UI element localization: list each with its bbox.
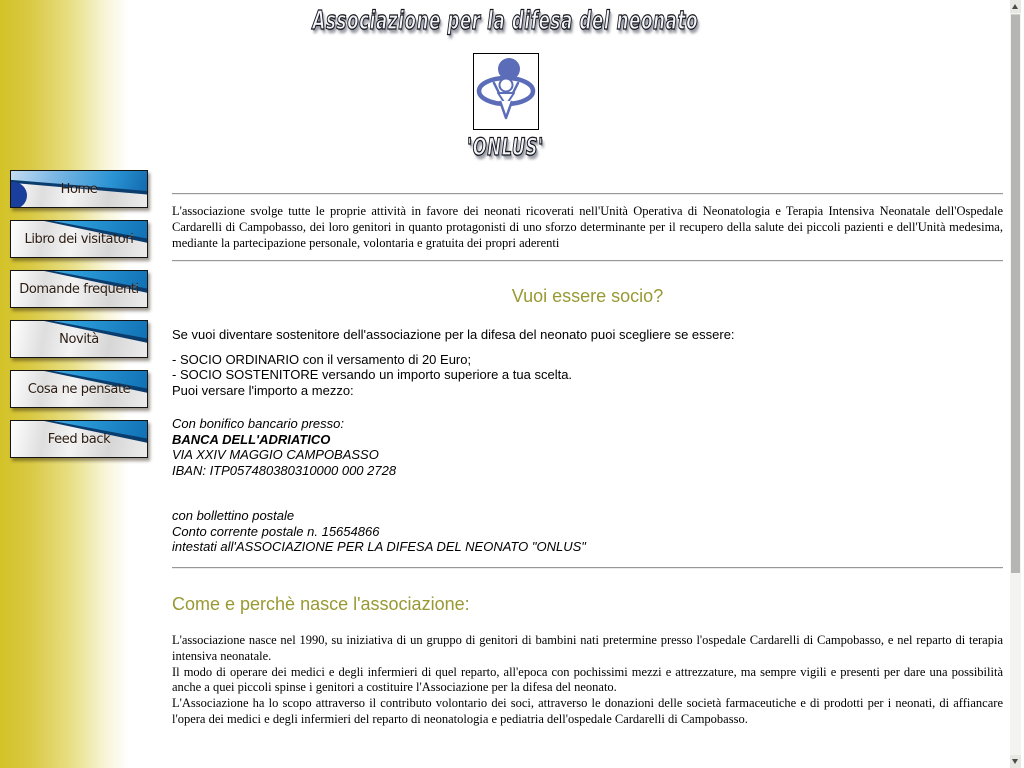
arrow-down-icon: [1012, 759, 1018, 764]
bank-line: Con bonifico bancario presso:: [172, 416, 344, 431]
sidebar-item-home[interactable]: [10, 170, 148, 208]
sidebar-item-label: Home: [60, 181, 98, 197]
history-line: L'Associazione ha lo scopo attraverso il contributo volontario dei soci, attraverso le donazioni delle società farmaceutiche e di prodotti per i neonati, di affiancare l'opera dei medici e degli infermieri del reparto di neonatologia e pediatria dell'ospedale Cardarelli di Campobasso.: [172, 696, 1003, 726]
sidebar-item-label: Cosa ne pensate: [27, 381, 131, 397]
sidebar-item-libro-dei-visitatori[interactable]: [10, 220, 148, 258]
history-line: Il modo di operare dei medici e degli infermieri di quel reparto, all'epoca con pochissimi mezzi e attrezzature, ma sempre vigili e presenti per dare una possibilità anche a quei piccoli spinse i genitori a costituire l'Associazione per la difesa del neonato.: [172, 664, 1003, 695]
main-content: [172, 0, 1003, 768]
sidebar-item-label: Libro dei visitatori: [24, 231, 134, 247]
scrollbar-thumb[interactable]: [1011, 14, 1020, 573]
home-circle-decoration: [10, 182, 27, 208]
postal-line: con bollettino postale: [172, 508, 295, 523]
sidebar-item-feed-back[interactable]: [10, 420, 148, 458]
postal-payment-block: [172, 508, 1003, 555]
site-title-text: Associazione per la difesa del neonato: [312, 6, 698, 36]
bank-transfer-block: [172, 416, 1003, 478]
bank-iban: IBAN: ITP057480380310000 000 2728: [172, 462, 397, 478]
history-paragraph: [172, 633, 1003, 728]
bank-name: BANCA DELL'ADRIATICO: [172, 431, 331, 447]
section-heading-history: Come e perchè nasce l'associazione:: [172, 594, 470, 614]
divider: [172, 567, 1003, 569]
socio-option-sostenitore: - SOCIO SOSTENITORE versando un importo superiore a tua scelta.: [172, 367, 573, 383]
sidebar-item-cosa-ne-pensate[interactable]: [10, 370, 148, 408]
sidebar-item-domande-frequenti[interactable]: [10, 270, 148, 308]
section-heading-socio: Vuoi essere socio?: [511, 286, 664, 306]
scroll-down-button[interactable]: [1010, 755, 1021, 768]
history-line: L'associazione nasce nel 1990, su iniziativa di un gruppo di genitori di bambini nati pretermine presso l'ospedale Cardarelli di Campobasso, e nel reparto di terapia intensiva neonatale.: [172, 633, 1003, 663]
payment-intro-text: Puoi versare l'importo a mezzo:: [172, 382, 354, 398]
onlus-text: 'ONLUS': [466, 133, 544, 161]
socio-lead-text: Se vuoi diventare sostenitore dell'associazione per la difesa del neonato puoi scegliere se essere:: [172, 327, 735, 342]
divider: [172, 260, 1003, 262]
scroll-up-button[interactable]: [1010, 0, 1021, 13]
sidebar-item-novita[interactable]: [10, 320, 148, 358]
sidebar-item-label: Domande frequenti: [19, 281, 139, 297]
sidebar-item-label: Novità: [59, 331, 99, 347]
divider: [172, 193, 1003, 195]
postal-beneficiary: intestati all'ASSOCIAZIONE PER LA DIFESA DEL NEONATO "ONLUS": [172, 539, 586, 554]
postal-account: Conto corrente postale n. 15654866: [172, 523, 380, 539]
scrollbar[interactable]: [1010, 0, 1021, 768]
socio-options: [172, 352, 1003, 398]
bank-address: VIA XXIV MAGGIO CAMPOBASSO: [172, 447, 379, 462]
sidebar-item-label: Feed back: [47, 431, 111, 447]
arrow-up-icon: [1012, 4, 1018, 9]
intro-paragraph: L'associazione svolge tutte le proprie attività in favore dei neonati ricoverati nell'Unità Operativa di Neonatologia e Terapia Intensiva Neonatale dell'Ospedale Cardarelli di Campobasso, dei loro genitori in quanto protagonisti di uno sforzo determinante per il recupero della salute dei piccoli pazienti e dell'Unità medesima, mediante la partecipazione personale, volontaria e gratuita dei propri aderenti: [172, 204, 1003, 250]
socio-option-ordinario: - SOCIO ORDINARIO con il versamento di 20 Euro;: [172, 352, 472, 367]
